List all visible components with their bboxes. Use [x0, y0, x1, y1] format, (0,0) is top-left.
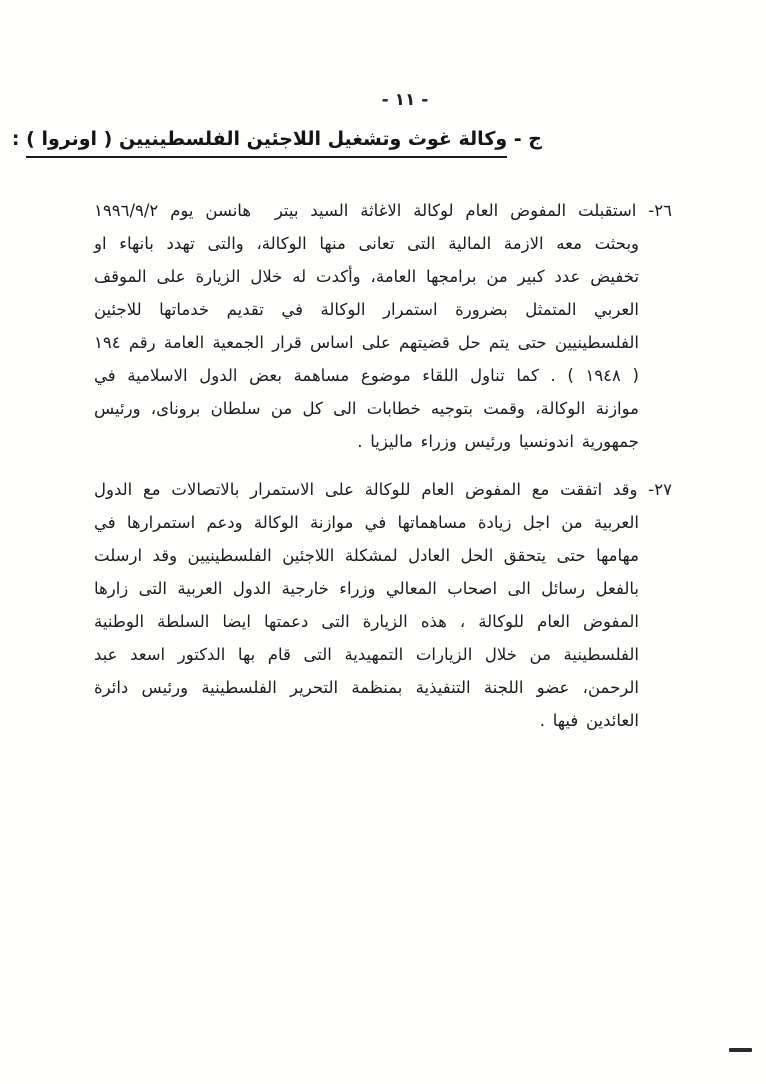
section-heading	[12, 128, 542, 158]
corner-scan-mark	[729, 1048, 752, 1052]
section-heading-colon: :	[11, 128, 27, 150]
paragraph-27	[94, 473, 672, 737]
page-number: - ١١ -	[381, 90, 429, 110]
section-letter: ج -	[507, 128, 542, 150]
section-title-underlined: وكالة غوث وتشغيل اللاجئين الفلسطينيين ( اونروا )	[26, 128, 507, 158]
paragraph-26-text: استقبلت المفوض العام لوكالة الاغاثة السيد بيتر هانسن يوم ١٩٩٦/٩/٢ وبحثت معه الازمة المالية التى تعانى منها الوكالة، والتى تهدد بانهاء او تخفيض عدد كبير من برامجها العامة، وأكدت له خلال الزيارة على الموقف العربي المتمثل بضرورة استمرار الوكالة في تقديم خدماتها للاجئين الفلسطينيين حتى يتم حل قضيتهم على اساس قرار الجمعية العامة رقم ١٩٤ ( ١٩٤٨ ) . كما تناول اللقاء موضوع مساهمة بعض الدول الاسلامية في موازنة الوكالة، وقمت بتوجيه خطابات الى كل من سلطان بروناى، ورئيس جمهورية اندونسيا ورئيس وزراء ماليزيا .	[94, 201, 639, 451]
paragraph-27-number: ٢٧-	[648, 480, 672, 499]
paragraph-26-number: ٢٦-	[648, 201, 672, 220]
paragraph-27-text: وقد اتفقت مع المفوض العام للوكالة على الاستمرار بالاتصالات مع الدول العربية من اجل زيادة مساهماتها في موازنة الوكالة ودعم استمرارها في مهامها حتى يتحقق الحل العادل لمشكلة اللاجئين الفلسطينيين وقد ارسلت بالفعل رسائل الى اصحاب المعالي وزراء خارجية الدول العربية التى زارها المفوض العام للوكالة ، هذه الزيارة التى دعمتها ايضا السلطة الوطنية الفلسطينية من خلال الزيارات التمهيدية التى قام بها الدكتور اسعد عبد الرحمن، عضو اللجنة التنفيذية بمنظمة التحرير الفلسطينية ورئيس دائرة العائدين فيها .	[94, 480, 639, 730]
document-body	[94, 194, 672, 737]
paragraph-26	[94, 194, 672, 458]
